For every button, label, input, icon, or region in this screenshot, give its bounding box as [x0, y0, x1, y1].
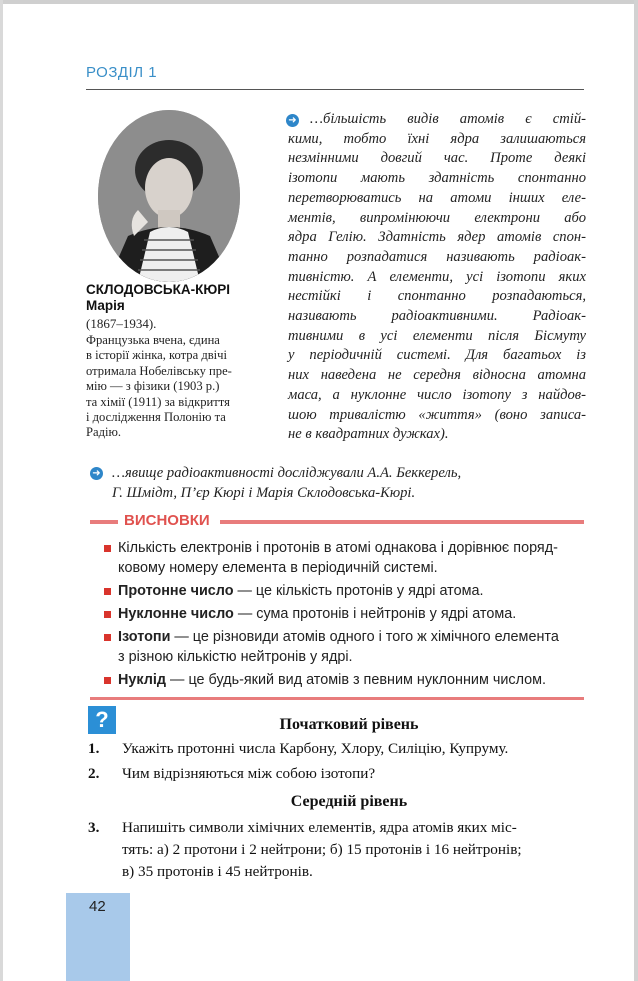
- fact-line: тивністю. А елементи, усі ізотопи яких: [288, 268, 586, 285]
- page-edge-top: [0, 0, 638, 4]
- task-line: Напишіть символи хімічних елементів, ядра атомів яких міс-: [122, 819, 517, 836]
- bio-line: і дослідження Полонію та: [86, 410, 226, 425]
- conclusion-text: Кількість електронів і протонів в атомі однакова і дорівнює поряд-: [118, 540, 558, 556]
- portrait-illustration: [98, 110, 240, 282]
- fact-line: перетворюватись на атоми інших еле-: [288, 189, 586, 206]
- fact-line: маса, а нуклонне число ізотопу з найдов-: [288, 386, 586, 403]
- bullet-square-icon: [104, 634, 111, 641]
- fact-line: них наведена не середня відносна атомна: [288, 367, 586, 384]
- conclusion-item: [104, 538, 588, 578]
- task-text: Укажіть протонні числа Карбону, Хлору, Силіцію, Купруму.: [122, 740, 509, 757]
- fact-paragraph-2: [112, 464, 586, 503]
- fact-line: шою тривалістю «життя» (воно записа-: [288, 406, 586, 423]
- task-line: в) 35 протонів і 45 нейтронів.: [122, 863, 313, 880]
- fact-line: не в квадратних дужках).: [288, 426, 449, 443]
- fact-line: у періодичній системі. Для багатьох із: [288, 347, 586, 364]
- bio-line: Французька вчена, єдина: [86, 333, 220, 347]
- fact-line: танно розпадатися називають радіоак-: [288, 248, 586, 265]
- bio-line: мію — з фізики (1903 р.): [86, 379, 220, 394]
- fact-line: …більшість видів атомів є стій-: [310, 111, 586, 127]
- page-edge-left: [0, 0, 3, 981]
- conclusion-term: Ізотопи: [118, 629, 171, 645]
- task-text: Чим відрізняються між собою ізотопи?: [122, 765, 376, 782]
- bio-surname: СКЛОДОВСЬКА-КЮРІ: [86, 282, 230, 297]
- level-heading-middle: Середній рівень: [290, 793, 408, 810]
- bullet-square-icon: [104, 611, 111, 618]
- bullet-square-icon: [104, 545, 111, 552]
- conclusion-term: Протонне число: [118, 583, 234, 599]
- conclusions-list: [104, 538, 588, 693]
- fact-paragraph-1: [288, 110, 586, 445]
- conclusion-text: — сума протонів і нейтронів у ядрі атома.: [233, 606, 517, 622]
- bio-line: Радію.: [86, 425, 122, 440]
- bio-first-name: Марія: [86, 298, 125, 313]
- level-heading-initial: Початковий рівень: [279, 716, 419, 733]
- fact-line: називають радіоактивними. Радіоак-: [288, 308, 586, 325]
- header-rule: [86, 89, 584, 90]
- question-mark-icon: ?: [88, 706, 116, 734]
- conclusions-rule-bottom: [90, 697, 584, 700]
- fact-line: …явище радіоактивності досліджували А.А. Беккерель,: [112, 465, 462, 481]
- conclusion-item: [104, 670, 588, 690]
- task-text: [122, 817, 522, 883]
- fact-line: незмінними довгий час. Проте деякі: [288, 150, 586, 167]
- fact-line: нестійкі і спонтанно розпадаються,: [288, 288, 586, 305]
- bio-line: в історії жінка, котра двічі: [86, 348, 228, 363]
- conclusion-item: [104, 627, 588, 667]
- fact-line: ментів, випромінюючи електрони або: [288, 209, 586, 226]
- task-line: тять: а) 2 протони і 2 нейтрони; б) 15 протонів і 16 нейтронів;: [122, 841, 522, 858]
- bio-years: (1867–1934).: [86, 316, 157, 331]
- conclusion-text: — це будь-який вид атомів з певним нуклонним числом.: [166, 672, 547, 688]
- bullet-square-icon: [104, 588, 111, 595]
- conclusion-item: [104, 581, 588, 601]
- conclusions-title: ВИСНОВКИ: [124, 512, 210, 529]
- portrait-photo: [98, 110, 240, 282]
- conclusion-text: ковому номеру елемента в періодичній системі.: [118, 560, 438, 576]
- conclusion-item: [104, 604, 588, 624]
- bio-line: та хімії (1911) за відкриття: [86, 394, 230, 409]
- conclusions-rule-right: [220, 520, 584, 524]
- page-number: 42: [89, 898, 106, 915]
- bullet-square-icon: [104, 677, 111, 684]
- fact-line: кими, тобто їхні ядра залишаються: [288, 130, 586, 147]
- conclusion-text: — це кількість протонів у ядрі атома.: [233, 583, 484, 599]
- bio-description: [86, 333, 266, 441]
- task-number: 2.: [88, 765, 100, 782]
- fact-line: ізотопи мають здатність спонтанно: [288, 170, 586, 187]
- conclusions-rule-left: [90, 520, 118, 524]
- bio-line: отримала Нобелівську пре-: [86, 363, 232, 378]
- conclusion-text: — це різновиди атомів одного і того ж хімічного елемента: [170, 629, 559, 645]
- conclusion-term: Нуклонне число: [118, 606, 234, 622]
- fact-line: Г. Шмідт, П’єр Кюрі і Марія Склодовська-Кюрі.: [112, 484, 416, 501]
- section-label: РОЗДІЛ 1: [86, 64, 158, 81]
- conclusion-term: Нуклід: [118, 672, 167, 688]
- page-edge-right: [634, 0, 638, 981]
- arrow-right-icon: ➜: [90, 467, 103, 480]
- fact-line: тивними в усі елементи після Бісмуту: [288, 327, 586, 344]
- task-number: 3.: [88, 819, 100, 836]
- fact-line: ядра Гелію. Здатність ядер атомів спон-: [288, 229, 586, 246]
- conclusion-text: з різною кількістю нейтронів у ядрі.: [118, 649, 353, 665]
- task-number: 1.: [88, 740, 100, 757]
- arrow-right-icon: ➜: [286, 114, 299, 127]
